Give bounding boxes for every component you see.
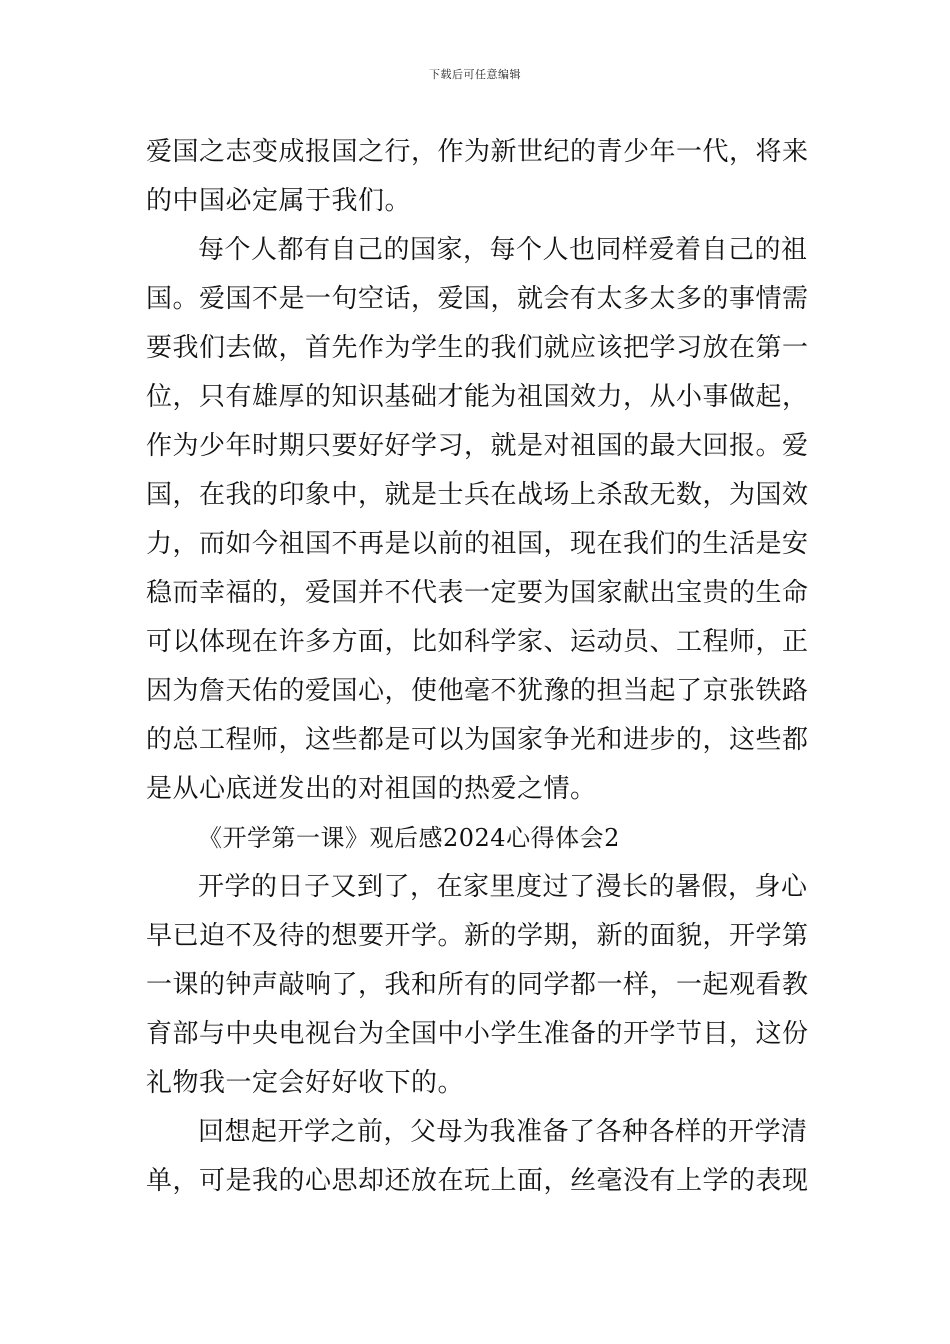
header-note: 下载后可任意编辑 [429,68,521,81]
document-body [146,128,809,1206]
text-line: 国，在我的印象中，就是士兵在战场上杀敌无数，为国效 [146,480,809,510]
text-line: 国。爱国不是一句空话，爱国，就会有太多太多的事情需 [146,284,809,314]
text-line: 力，而如今祖国不再是以前的祖国，现在我们的生活是安 [146,529,809,559]
text-line: 要我们去做，首先作为学生的我们就应该把学习放在第一 [146,333,809,363]
text-line: 可以体现在许多方面，比如科学家、运动员、工程师，正 [146,627,809,657]
text-line: 早已迫不及待的想要开学。新的学期，新的面貌，开学第 [146,921,809,951]
text-line: 作为少年时期只要好好学习，就是对祖国的最大回报。爱 [146,431,809,461]
section-heading: 《开学第一课》观后感2024心得体会2 [198,824,620,852]
text-line: 爱国之志变成报国之行，作为新世纪的青少年一代，将来 [146,137,809,167]
text-line: 的中国必定属于我们。 [146,186,412,216]
text-line: 位，只有雄厚的知识基础才能为祖国效力，从小事做起， [146,382,809,412]
text-line: 一课的钟声敲响了，我和所有的同学都一样，一起观看教 [146,970,809,1000]
paragraph-start-line: 每个人都有自己的国家，每个人也同样爱着自己的祖 [198,235,808,265]
text-line: 是从心底迸发出的对祖国的热爱之情。 [146,774,597,804]
paragraph-start-line: 回想起开学之前，父母为我准备了各种各样的开学清 [198,1117,808,1147]
text-line: 稳而幸福的，爱国并不代表一定要为国家献出宝贵的生命 [146,578,809,608]
paragraph-start-line: 开学的日子又到了，在家里度过了漫长的暑假，身心 [198,872,808,902]
text-line: 的总工程师，这些都是可以为国家争光和进步的，这些都 [146,725,809,755]
text-line: 因为詹天佑的爱国心，使他毫不犹豫的担当起了京张铁路 [146,676,809,706]
text-line: 礼物我一定会好好收下的。 [146,1068,465,1098]
text-line: 单，可是我的心思却还放在玩上面，丝毫没有上学的表现 [146,1166,809,1196]
text-line: 育部与中央电视台为全国中小学生准备的开学节目，这份 [146,1019,809,1049]
